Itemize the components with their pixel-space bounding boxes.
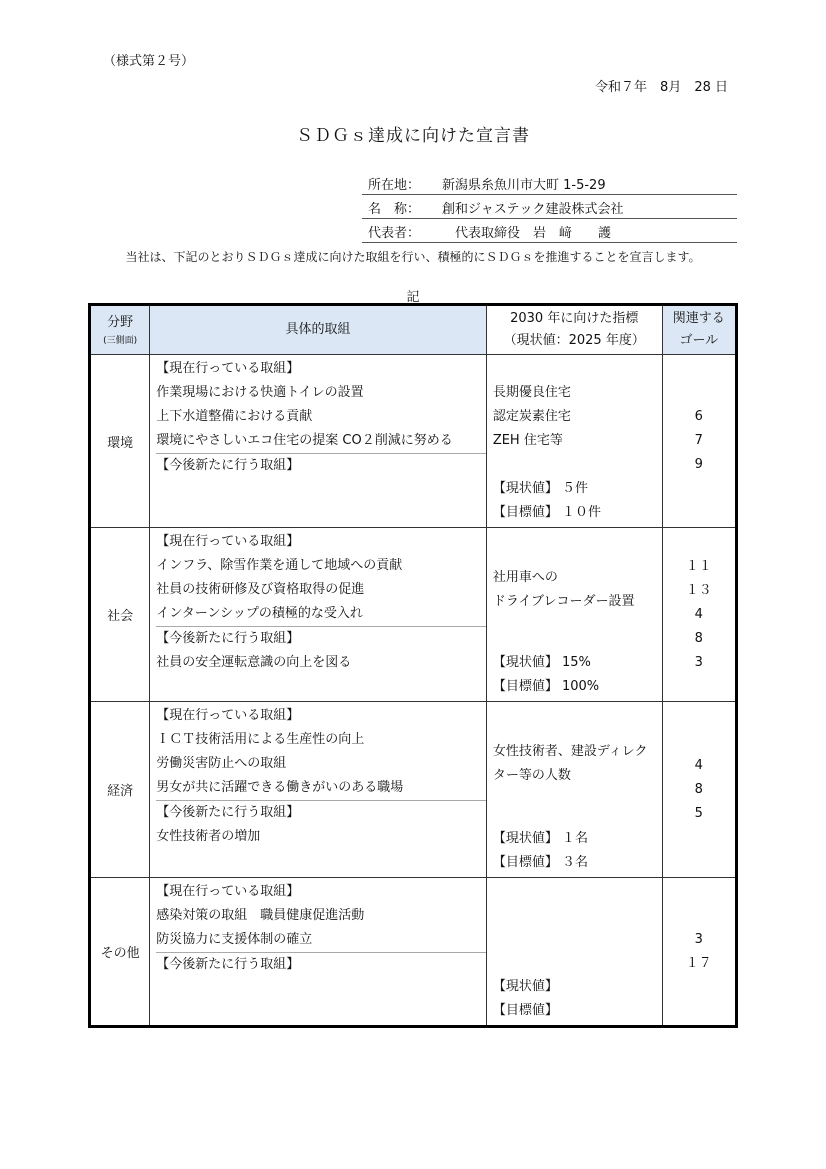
actions-cell: 【現在行っている取組】 作業現場における快適トイレの設置 上下水道整備における貢献 環境にやさしいエコ住宅の提案 CO２削減に努める 【今後新たに行う取組】 [150, 355, 487, 528]
indicator-cell [486, 878, 662, 1027]
header-indicator: 2030 年に向けた指標 （現状値：2025 年度） [486, 305, 662, 355]
representative-value: 代表取締役 岩 﨑 護 [442, 226, 612, 241]
current-value: 【現状値】 １名 [492, 831, 588, 846]
actions-cell: 【現在行っている取組】 インフラ、除雪作業を通して地域への貢献 社員の技術研修及び資格取得の促進 インターンシップの積極的な受入れ 【今後新たに行う取組】 社員の安全運転意識の向上を図る [150, 528, 487, 702]
ki-heading: 記 [406, 290, 420, 305]
address-value: 新潟県糸魚川市大町 1-5-29 [442, 178, 606, 193]
actions-cell: 【現在行っている取組】 感染対策の取組 職員健康促進活動 防災協力に支援体制の確立 【今後新たに行う取組】 [150, 878, 487, 1027]
actions-cell: 【現在行っている取組】 ＩＣＴ技術活用による生産性の向上 労働災害防止への取組 男女が共に活躍できる働きがいのある職場 【今後新たに行う取組】 女性技術者の増加 [150, 702, 487, 878]
address-row [362, 170, 737, 195]
target-value: 【目標値】 100% [492, 679, 600, 694]
address-label: 所在地： [368, 178, 421, 193]
sdgs-table [88, 303, 738, 1028]
target-value: 【目標値】 １０件 [492, 505, 601, 520]
table-row [90, 528, 737, 702]
name-value: 創和ジャステック建設株式会社 [442, 202, 624, 217]
field-cell: 社会 [90, 528, 150, 702]
field-cell: その他 [90, 878, 150, 1027]
current-value: 【現状値】 15% [492, 655, 591, 670]
table-header-row [90, 305, 737, 355]
goals-cell: １１ １３ 4 8 3 [662, 528, 736, 702]
table-row [90, 878, 737, 1027]
field-cell: 経済 [90, 702, 150, 878]
current-value: 【現状値】 ５件 [492, 481, 588, 496]
declaration-text: 当社は、下記のとおりＳＤＧｓ達成に向けた取組を行い、積極的にＳＤＧｓを推進することを宣言します。 [125, 250, 701, 264]
document-date: 令和７年 8月 28 日 [595, 80, 728, 95]
page-title: ＳＤＧｓ達成に向けた宣言書 [296, 126, 530, 146]
target-value: 【目標値】 ３名 [492, 855, 588, 870]
name-label: 名 称： [368, 202, 421, 217]
target-value: 【目標値】 [492, 1003, 558, 1018]
header-field: 分野 (三側面) [90, 305, 150, 355]
representative-label: 代表者： [368, 226, 421, 241]
goals-cell: 4 8 5 [662, 702, 736, 878]
current-value: 【現状値】 [492, 979, 558, 994]
header-actions: 具体的取組 [150, 305, 487, 355]
table-row [90, 355, 737, 528]
header-goals: 関連する ゴール [662, 305, 736, 355]
indicator-cell: 女性技術者、建設ディレク ター等の人数 【現状値】 １名 【目標値】 ３名 [486, 702, 662, 878]
goals-cell: 3 １７ [662, 878, 736, 1027]
indicator-cell: 長期優良住宅 認定炭素住宅 ZEH 住宅等 【現状値】 ５件 【目標値】 １０件 [486, 355, 662, 528]
field-cell: 環境 [90, 355, 150, 528]
representative-row [362, 218, 737, 243]
goals-cell: 6 7 9 [662, 355, 736, 528]
form-number: （様式第２号） [103, 54, 195, 69]
table-row [90, 702, 737, 878]
name-row [362, 194, 737, 219]
header-field-sub: (三側面) [103, 336, 138, 346]
indicator-cell: 社用車への ドライブレコーダー設置 【現状値】 15% 【目標値】 100% [486, 528, 662, 702]
